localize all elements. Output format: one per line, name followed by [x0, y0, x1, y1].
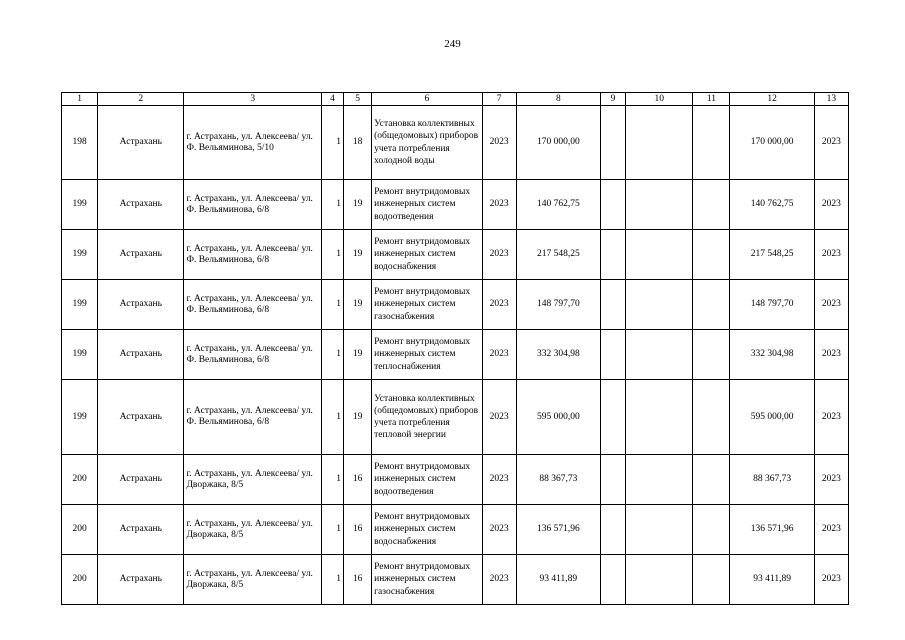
cell-address: г. Астрахань, ул. Алексеева/ ул. Дворжака, 8/5 [184, 555, 322, 605]
cell-col-10 [626, 505, 693, 555]
cell-address: г. Астрахань, ул. Алексеева/ ул. Ф. Вельяминова, 6/8 [184, 180, 322, 230]
cell-amount-total: 148 797,70 [730, 280, 814, 330]
cell-col-9 [600, 180, 625, 230]
cell-col-10 [626, 555, 693, 605]
cell-col-9 [600, 455, 625, 505]
cell-col-9 [600, 230, 625, 280]
cell-year-end: 2023 [814, 555, 848, 605]
cell-city: Астрахань [98, 230, 184, 280]
cell-col-4: 1 [321, 180, 343, 230]
cell-year-end: 2023 [814, 106, 848, 180]
cell-city: Астрахань [98, 280, 184, 330]
cell-col-4: 1 [321, 455, 343, 505]
cell-col-5: 19 [344, 280, 372, 330]
cell-col-9 [600, 505, 625, 555]
cell-amount-total: 88 367,73 [730, 455, 814, 505]
cell-col-11 [693, 330, 730, 380]
cell-year-end: 2023 [814, 380, 848, 455]
cell-year: 2023 [482, 280, 516, 330]
cell-col-5: 16 [344, 505, 372, 555]
cell-amount-total: 93 411,89 [730, 555, 814, 605]
cell-amount: 595 000,00 [516, 380, 600, 455]
cell-col-10 [626, 280, 693, 330]
cell-col-10 [626, 106, 693, 180]
cell-col-4: 1 [321, 280, 343, 330]
cell-col-4: 1 [321, 555, 343, 605]
cell-year-end: 2023 [814, 505, 848, 555]
cell-amount: 136 571,96 [516, 505, 600, 555]
cell-year: 2023 [482, 555, 516, 605]
cell-col-9 [600, 380, 625, 455]
table-row [62, 555, 849, 605]
cell-col-9 [600, 330, 625, 380]
table-row [62, 380, 849, 455]
cell-amount: 217 548,25 [516, 230, 600, 280]
column-header-3: 3 [184, 93, 322, 106]
table-header-row [62, 93, 849, 106]
cell-work-type: Ремонт внутридомовых инженерных систем газоснабжения [372, 555, 482, 605]
cell-col-5: 16 [344, 455, 372, 505]
cell-city: Астрахань [98, 555, 184, 605]
cell-year: 2023 [482, 230, 516, 280]
table-row [62, 280, 849, 330]
column-header-4: 4 [321, 93, 343, 106]
cell-amount: 170 000,00 [516, 106, 600, 180]
cell-amount: 93 411,89 [516, 555, 600, 605]
cell-col-11 [693, 230, 730, 280]
cell-row-number: 198 [62, 106, 98, 180]
column-header-11: 11 [693, 93, 730, 106]
cell-col-5: 16 [344, 555, 372, 605]
table-row [62, 505, 849, 555]
cell-work-type: Ремонт внутридомовых инженерных систем водоснабжения [372, 230, 482, 280]
cell-address: г. Астрахань, ул. Алексеева/ ул. Ф. Вельяминова, 6/8 [184, 330, 322, 380]
cell-year: 2023 [482, 106, 516, 180]
cell-amount: 332 304,98 [516, 330, 600, 380]
cell-amount: 148 797,70 [516, 280, 600, 330]
cell-address: г. Астрахань, ул. Алексеева/ ул. Ф. Вельяминова, 6/8 [184, 230, 322, 280]
cell-amount: 88 367,73 [516, 455, 600, 505]
cell-year-end: 2023 [814, 330, 848, 380]
cell-amount-total: 217 548,25 [730, 230, 814, 280]
cell-address: г. Астрахань, ул. Алексеева/ ул. Дворжака, 8/5 [184, 455, 322, 505]
cell-work-type: Ремонт внутридомовых инженерных систем водоотведения [372, 180, 482, 230]
cell-col-10 [626, 330, 693, 380]
cell-col-4: 1 [321, 380, 343, 455]
cell-col-11 [693, 180, 730, 230]
table-row [62, 330, 849, 380]
cell-work-type: Ремонт внутридомовых инженерных систем водоотведения [372, 455, 482, 505]
table-row [62, 180, 849, 230]
cell-col-10 [626, 180, 693, 230]
cell-col-4: 1 [321, 106, 343, 180]
cell-year: 2023 [482, 505, 516, 555]
cell-col-11 [693, 555, 730, 605]
cell-city: Астрахань [98, 380, 184, 455]
cell-year: 2023 [482, 180, 516, 230]
cell-city: Астрахань [98, 106, 184, 180]
cell-year: 2023 [482, 380, 516, 455]
cell-col-11 [693, 280, 730, 330]
cell-address: г. Астрахань, ул. Алексеева/ ул. Ф. Вельяминова, 6/8 [184, 280, 322, 330]
column-header-5: 5 [344, 93, 372, 106]
cell-address: г. Астрахань, ул. Алексеева/ ул. Ф. Вельяминова, 6/8 [184, 380, 322, 455]
cell-address: г. Астрахань, ул. Алексеева/ ул. Ф. Вельяминова, 5/10 [184, 106, 322, 180]
column-header-2: 2 [98, 93, 184, 106]
cell-amount-total: 332 304,98 [730, 330, 814, 380]
cell-col-9 [600, 555, 625, 605]
cell-col-5: 19 [344, 380, 372, 455]
cell-work-type: Ремонт внутридомовых инженерных систем теплоснабжения [372, 330, 482, 380]
cell-work-type: Установка коллективных (общедомовых) приборов учета потребления холодной воды [372, 106, 482, 180]
cell-row-number: 200 [62, 455, 98, 505]
cell-address: г. Астрахань, ул. Алексеева/ ул. Дворжака, 8/5 [184, 505, 322, 555]
cell-col-10 [626, 230, 693, 280]
cell-city: Астрахань [98, 180, 184, 230]
cell-col-4: 1 [321, 330, 343, 380]
column-header-13: 13 [814, 93, 848, 106]
column-header-12: 12 [730, 93, 814, 106]
cell-work-type: Ремонт внутридомовых инженерных систем газоснабжения [372, 280, 482, 330]
table-row [62, 106, 849, 180]
cell-col-4: 1 [321, 505, 343, 555]
cell-year: 2023 [482, 455, 516, 505]
cell-year-end: 2023 [814, 230, 848, 280]
column-header-1: 1 [62, 93, 98, 106]
cell-amount: 140 762,75 [516, 180, 600, 230]
cell-row-number: 199 [62, 180, 98, 230]
cell-row-number: 199 [62, 280, 98, 330]
cell-col-11 [693, 380, 730, 455]
cell-year: 2023 [482, 330, 516, 380]
cell-col-9 [600, 280, 625, 330]
table-row [62, 230, 849, 280]
column-header-6: 6 [372, 93, 482, 106]
cell-year-end: 2023 [814, 180, 848, 230]
cell-col-11 [693, 505, 730, 555]
cell-row-number: 199 [62, 230, 98, 280]
cell-col-5: 19 [344, 180, 372, 230]
cell-row-number: 199 [62, 330, 98, 380]
cell-amount-total: 136 571,96 [730, 505, 814, 555]
cell-work-type: Ремонт внутридомовых инженерных систем водоснабжения [372, 505, 482, 555]
column-header-8: 8 [516, 93, 600, 106]
cell-col-5: 18 [344, 106, 372, 180]
cell-city: Астрахань [98, 330, 184, 380]
cell-row-number: 200 [62, 555, 98, 605]
cell-work-type: Установка коллективных (общедомовых) приборов учета потребления тепловой энергии [372, 380, 482, 455]
page-number: 249 [444, 38, 461, 50]
cell-amount-total: 595 000,00 [730, 380, 814, 455]
cell-col-11 [693, 106, 730, 180]
cell-city: Астрахань [98, 455, 184, 505]
cell-year-end: 2023 [814, 280, 848, 330]
column-header-7: 7 [482, 93, 516, 106]
cell-col-5: 19 [344, 230, 372, 280]
cell-row-number: 200 [62, 505, 98, 555]
cell-amount-total: 140 762,75 [730, 180, 814, 230]
cell-col-4: 1 [321, 230, 343, 280]
cell-city: Астрахань [98, 505, 184, 555]
cell-col-10 [626, 455, 693, 505]
cell-col-9 [600, 106, 625, 180]
cell-col-5: 19 [344, 330, 372, 380]
register-table [61, 92, 849, 605]
cell-col-10 [626, 380, 693, 455]
cell-col-11 [693, 455, 730, 505]
cell-year-end: 2023 [814, 455, 848, 505]
cell-amount-total: 170 000,00 [730, 106, 814, 180]
cell-row-number: 199 [62, 380, 98, 455]
column-header-9: 9 [600, 93, 625, 106]
table-row [62, 455, 849, 505]
column-header-10: 10 [626, 93, 693, 106]
